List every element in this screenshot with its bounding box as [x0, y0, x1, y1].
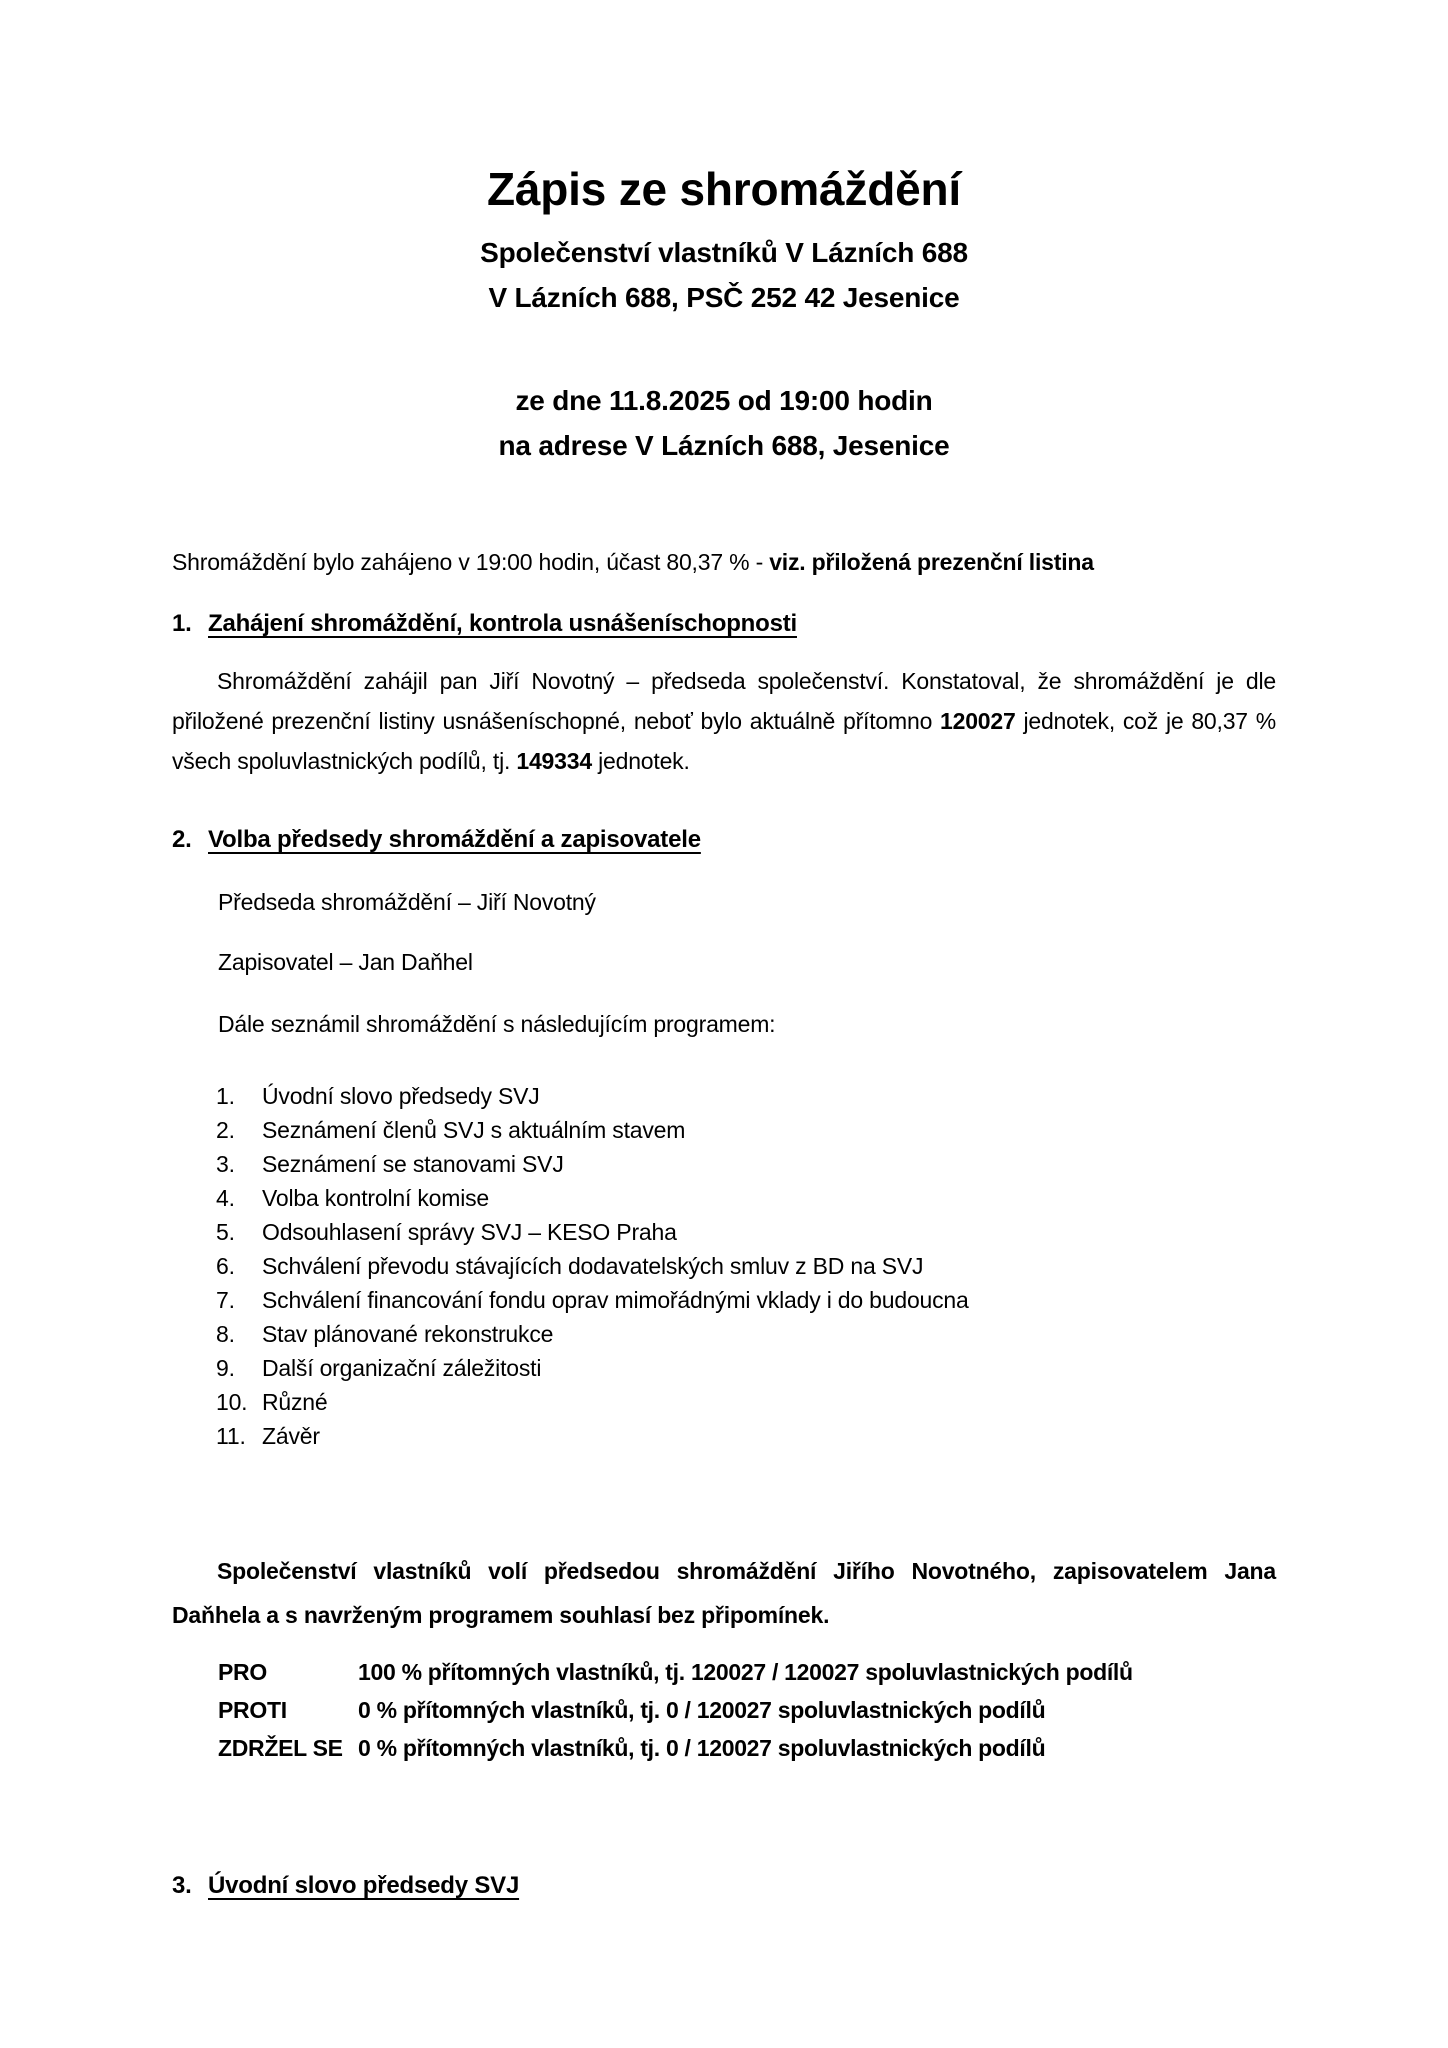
program-item-number: 2. [216, 1116, 235, 1143]
vote-label: PROTI [218, 1696, 287, 1723]
resolution-paragraph: Společenství vlastníků volí předsedou shromáždění Jiřího Novotného, zapisovatelem Jana Daňhela a s navrženým programem souhlasí bez připomínek. [172, 1557, 1276, 1628]
program-item [216, 1113, 1276, 1147]
program-item [216, 1181, 1276, 1215]
section-1-number: 1. [172, 609, 192, 637]
subtitle-organization: Společenství vlastníků V Lázních 688 [480, 236, 968, 268]
section-2-heading [172, 821, 1276, 859]
program-intro-line: Dále seznámil shromáždění s následujícím programem: [218, 1010, 776, 1037]
section-1-heading [172, 605, 1276, 643]
vote-value: 0 % přítomných vlastníků, tj. 0 / 120027 spoluvlastnických podílů [358, 1696, 1046, 1723]
program-item-label: Úvodní slovo předsedy SVJ [262, 1082, 540, 1109]
section-1-paragraph-text2: jednotek, což je 80,37 % všech spoluvlastnických podílů, tj. [172, 707, 1276, 774]
program-item-label: Seznámení se stanovami SVJ [262, 1150, 564, 1177]
vote-row-zdrzel [172, 1729, 1276, 1767]
program-item-number: 10. [216, 1388, 248, 1415]
program-item-label: Různé [262, 1388, 328, 1415]
units-present-value: 120027 [940, 707, 1016, 734]
program-item [216, 1147, 1276, 1181]
program-item [216, 1249, 1276, 1283]
intro-text: Shromáždění bylo zahájeno v 19:00 hodin, účast 80,37 % - [172, 548, 770, 575]
program-item-number: 9. [216, 1354, 235, 1381]
vote-value: 100 % přítomných vlastníků, tj. 120027 / 120027 spoluvlastnických podílů [358, 1658, 1133, 1685]
program-item-label: Schválení financování fondu oprav mimořádnými vklady i do budoucna [262, 1286, 969, 1313]
section-3-number: 3. [172, 1871, 192, 1899]
program-item-label: Odsouhlasení správy SVJ – KESO Praha [262, 1218, 677, 1245]
vote-label: ZDRŽEL SE [218, 1734, 343, 1761]
program-item [216, 1283, 1276, 1317]
chairman-line: Předseda shromáždění – Jiří Novotný [218, 888, 596, 915]
section-1-paragraph [172, 661, 1276, 781]
section-1-paragraph-text3: jednotek. [591, 747, 690, 774]
intro-bold-reference: viz. přiložená prezenční listina [769, 548, 1094, 575]
vote-row-proti [172, 1691, 1276, 1729]
program-item-label: Stav plánované rekonstrukce [262, 1320, 554, 1347]
program-item [216, 1419, 1276, 1453]
section-2-number: 2. [172, 825, 192, 853]
recorder-line: Zapisovatel – Jan Daňhel [218, 948, 473, 975]
program-item-number: 11. [216, 1422, 246, 1449]
program-item-label: Závěr [262, 1422, 320, 1449]
vote-label: PRO [218, 1658, 267, 1685]
program-item [216, 1079, 1276, 1113]
units-total-value: 149334 [516, 747, 592, 774]
program-item-number: 7. [216, 1286, 235, 1313]
page-title: Zápis ze shromáždění [486, 163, 961, 215]
date-block [172, 378, 1276, 468]
program-item-number: 6. [216, 1252, 235, 1279]
vote-value: 0 % přítomných vlastníků, tj. 0 / 120027 spoluvlastnických podílů [358, 1734, 1046, 1761]
date-line: ze dne 11.8.2025 od 19:00 hodin [515, 384, 933, 416]
subtitle-address: V Lázních 688, PSČ 252 42 Jesenice [488, 281, 960, 313]
section-3-heading [172, 1867, 1276, 1905]
vote-table [172, 1653, 1276, 1767]
program-item-number: 8. [216, 1320, 235, 1347]
section-1-paragraph-text: Shromáždění zahájil pan Jiří Novotný – předseda společenství. Konstatoval, že shromáždění je dle přiložené prezenční listiny usnášeníschopné, neboť bylo aktuálně přítomno [172, 667, 1276, 734]
program-item-label: Další organizační záležitosti [262, 1354, 542, 1381]
section-2-title: Volba předsedy shromáždění a zapisovatele [208, 825, 701, 853]
venue-line: na adrese V Lázních 688, Jesenice [498, 429, 950, 461]
program-item [216, 1385, 1276, 1419]
section-3-title: Úvodní slovo předsedy SVJ [208, 1871, 520, 1899]
program-item-number: 3. [216, 1150, 235, 1177]
vote-row-pro [172, 1653, 1276, 1691]
program-item-label: Seznámení členů SVJ s aktuálním stavem [262, 1116, 686, 1143]
program-item-label: Volba kontrolní komise [262, 1184, 490, 1211]
intro-paragraph [172, 543, 1276, 581]
program-list [172, 1079, 1276, 1453]
subtitle-block [172, 230, 1276, 320]
section-1-title: Zahájení shromáždění, kontrola usnášeníschopnosti [208, 609, 797, 637]
program-item [216, 1351, 1276, 1385]
program-item [216, 1215, 1276, 1249]
program-item-label: Schválení převodu stávajících dodavatelských smluv z BD na SVJ [262, 1252, 924, 1279]
program-item [216, 1317, 1276, 1351]
program-item-number: 5. [216, 1218, 235, 1245]
program-item-number: 4. [216, 1184, 235, 1211]
program-item-number: 1. [216, 1082, 235, 1109]
